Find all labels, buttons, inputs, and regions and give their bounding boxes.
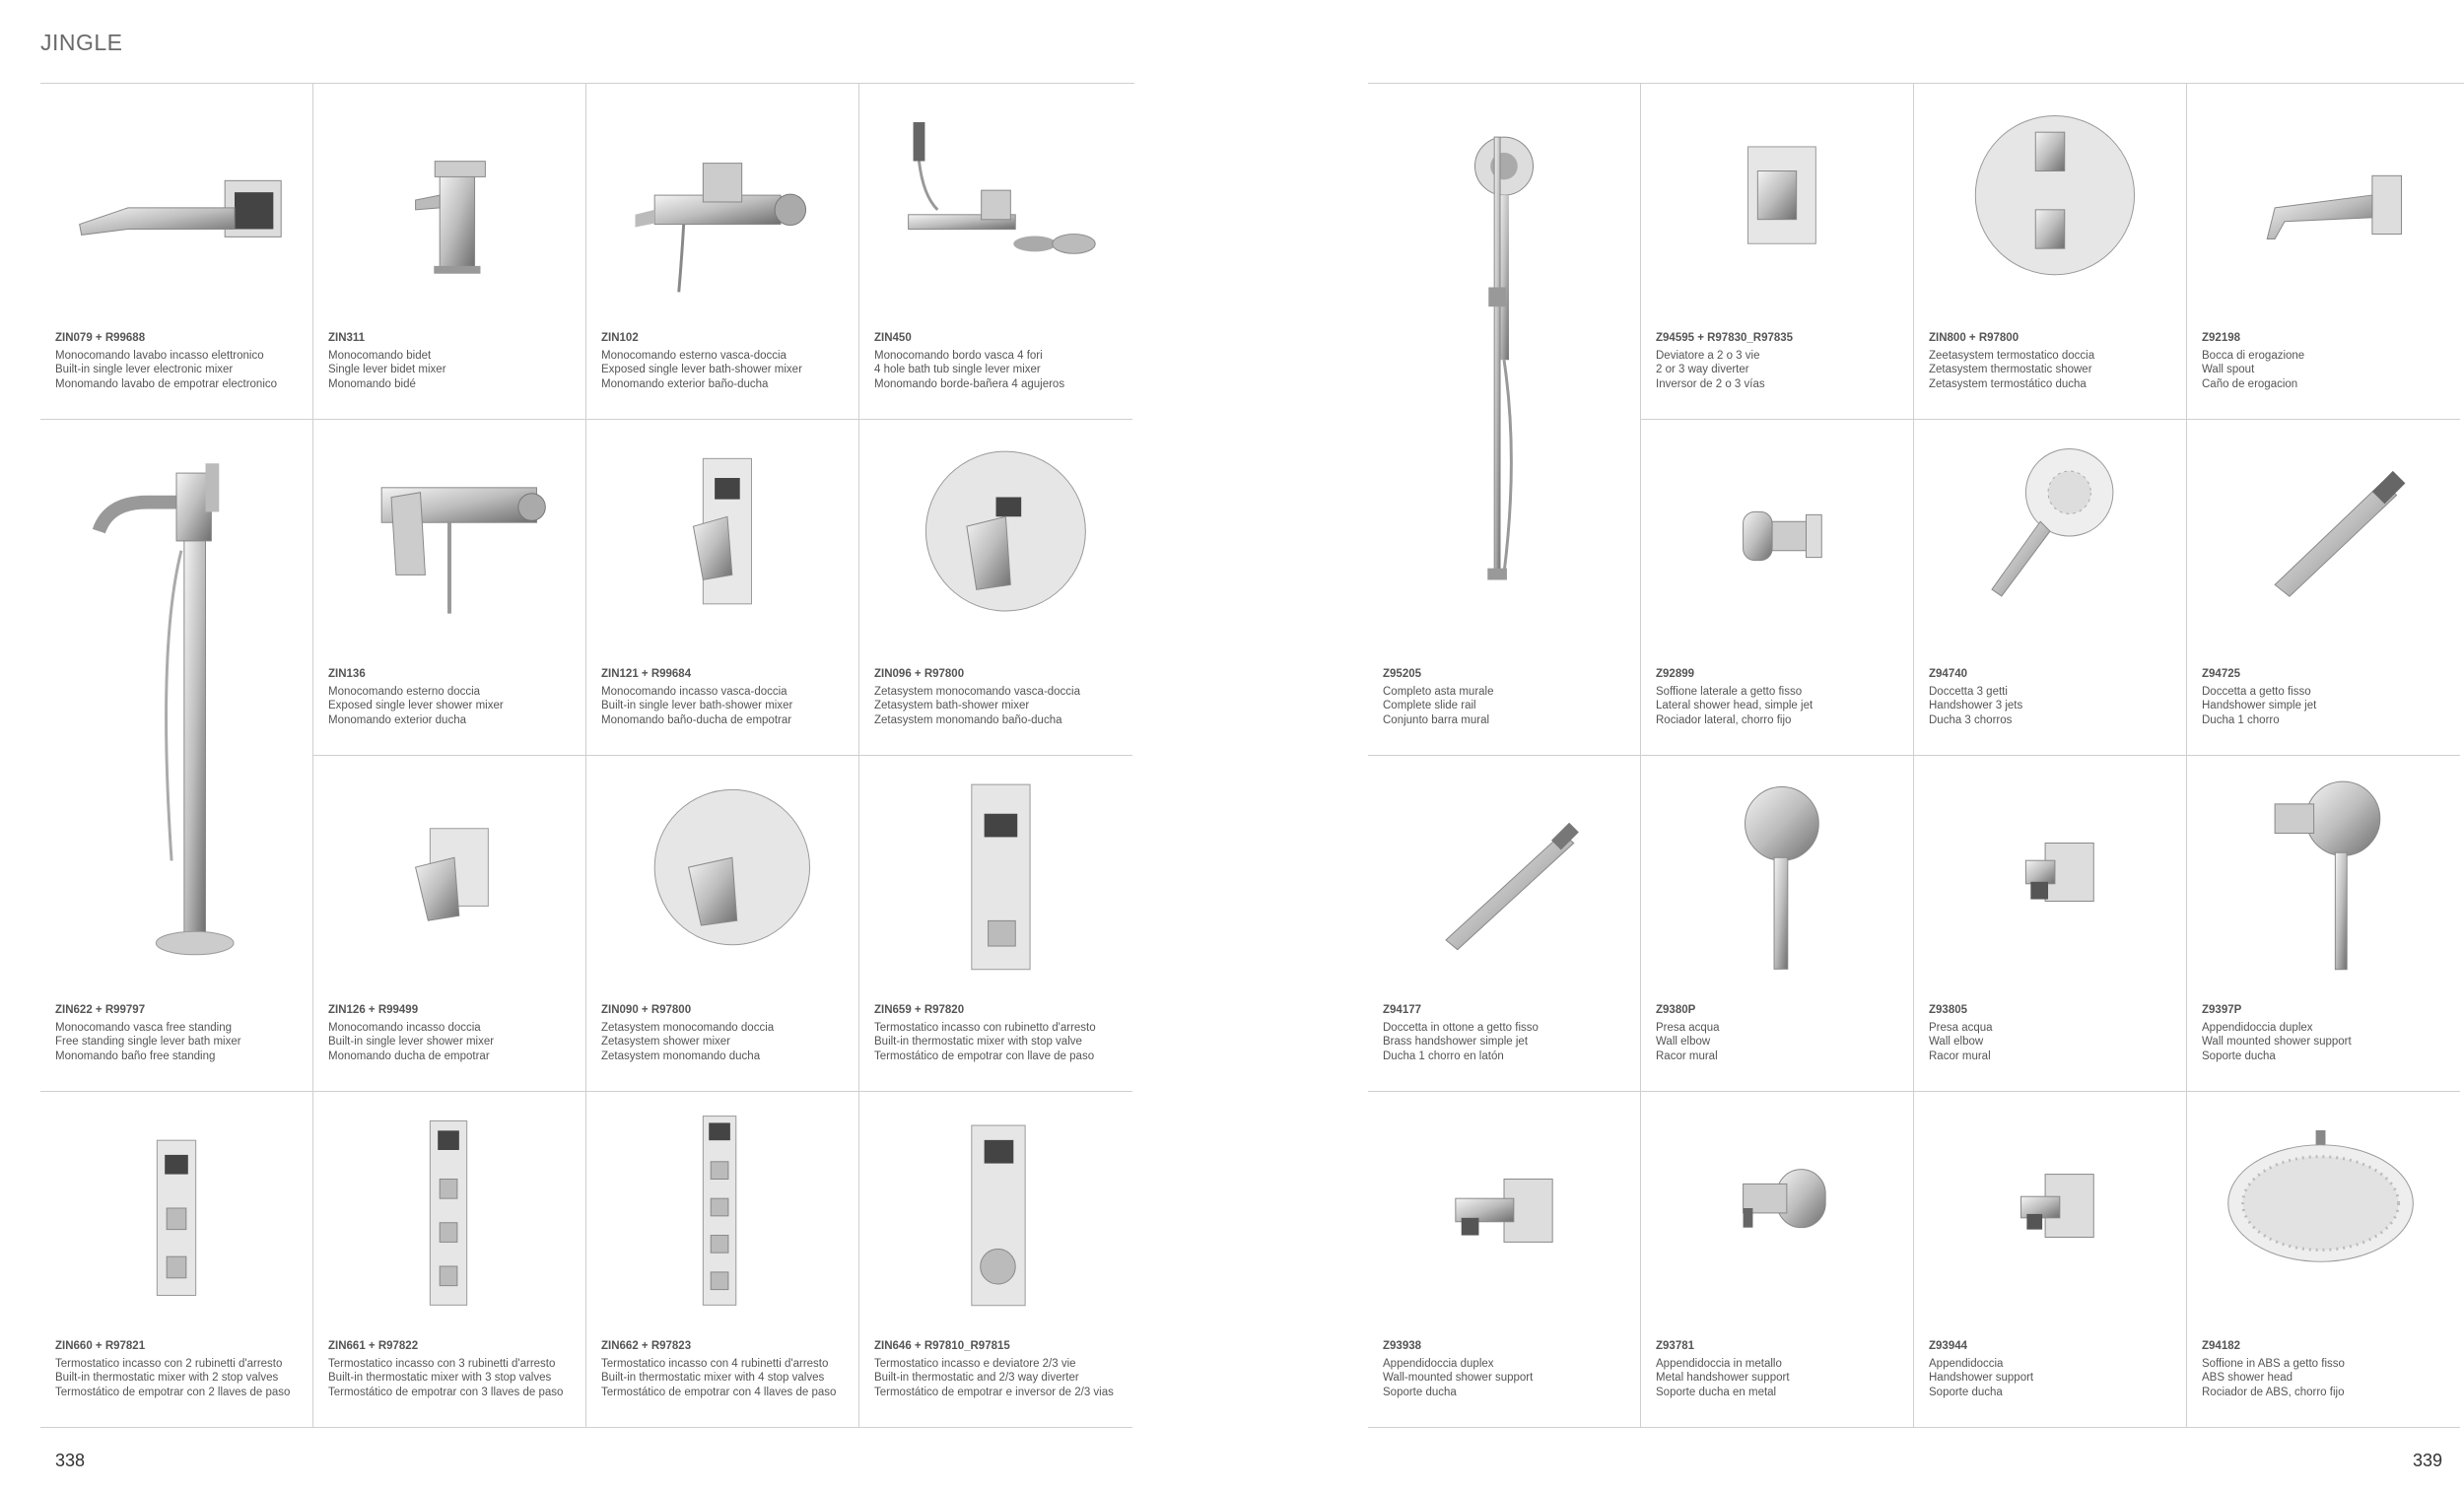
desc-es: Racor mural <box>1929 1049 1991 1062</box>
product-code: ZIN800 + R97800 <box>1929 332 2019 344</box>
product-code: Z94182 <box>2202 1340 2241 1352</box>
product-card[interactable] <box>859 420 1132 756</box>
desc-es: Monomando lavabo de empotrar electronico <box>55 377 278 390</box>
desc-it: Monocomando vasca free standing <box>55 1021 232 1034</box>
product-card[interactable] <box>1914 84 2187 420</box>
product-card[interactable] <box>313 420 586 756</box>
desc-es: Soporte ducha <box>1383 1386 1457 1398</box>
round-plate-shower-mixer-icon <box>606 774 839 971</box>
product-card[interactable] <box>859 1092 1132 1428</box>
desc-it: Termostatico incasso con 2 rubinetti d'arresto <box>55 1357 283 1370</box>
desc-en: Wall spout <box>2202 364 2255 375</box>
product-card[interactable] <box>313 756 586 1092</box>
desc-es: Conjunto barra mural <box>1383 713 1490 726</box>
desc-es: Monomando bidé <box>328 377 416 390</box>
product-code: ZIN136 <box>328 668 366 680</box>
desc-es: Rociador de ABS, chorro fijo <box>2202 1386 2345 1398</box>
desc-it: Monocomando incasso vasca-doccia <box>601 685 787 698</box>
bath-shower-mixer-icon <box>606 102 839 299</box>
desc-it: Zetasystem monocomando vasca-doccia <box>874 685 1081 698</box>
desc-it: Zetasystem monocomando doccia <box>601 1021 775 1034</box>
desc-it: Doccetta in ottone a getto fisso <box>1383 1021 1539 1034</box>
desc-en: Lateral shower head, simple jet <box>1656 700 1814 711</box>
product-card[interactable] <box>1368 756 1641 1092</box>
product-code: Z93805 <box>1929 1004 1968 1016</box>
product-card[interactable] <box>40 420 313 1092</box>
diverter-square-icon <box>1661 102 1893 299</box>
desc-es: Zetasystem monomando ducha <box>601 1049 761 1062</box>
desc-en: Built-in thermostatic mixer with 4 stop valves <box>601 1372 825 1384</box>
desc-en: Handshower support <box>1929 1372 2034 1384</box>
desc-es: Ducha 3 chorros <box>1929 713 2013 726</box>
desc-es: Ducha 1 chorro <box>2202 713 2280 726</box>
desc-en: Wall-mounted shower support <box>1383 1372 1534 1384</box>
desc-es: Monomando baño-ducha de empotrar <box>601 713 792 726</box>
product-card[interactable] <box>586 84 859 420</box>
freestanding-mixer-icon <box>60 449 293 972</box>
product-code: ZIN079 + R99688 <box>55 332 146 344</box>
wall-spout-icon <box>2207 102 2440 299</box>
desc-en: Wall mounted shower support <box>2202 1036 2352 1048</box>
product-card[interactable] <box>1641 756 1914 1092</box>
desc-en: ABS shower head <box>2202 1372 2293 1384</box>
thermostatic-plate-4-valves-icon <box>606 1110 839 1307</box>
product-code: ZIN121 + R99684 <box>601 668 692 680</box>
desc-en: Wall elbow <box>1929 1036 1984 1048</box>
product-card[interactable] <box>40 84 313 420</box>
desc-en: Built-in thermostatic mixer with stop valve <box>874 1036 1082 1048</box>
desc-it: Appendidoccia in metallo <box>1656 1357 1782 1370</box>
desc-it: Deviatore a 2 o 3 vie <box>1656 349 1760 362</box>
duplex-support-square-icon <box>1388 1110 1620 1307</box>
product-card[interactable] <box>1641 84 1914 420</box>
right-product-grid <box>1368 83 2464 1398</box>
product-code: Z94740 <box>1929 668 1968 680</box>
page-number-right: 339 <box>2413 1451 2443 1470</box>
product-code: Z93944 <box>1929 1340 1968 1352</box>
desc-en: Metal handshower support <box>1656 1372 1790 1384</box>
desc-en: Built-in thermostatic mixer with 2 stop valves <box>55 1372 279 1384</box>
product-code: Z9380P <box>1656 1004 1696 1016</box>
desc-es: Rociador lateral, chorro fijo <box>1656 713 1792 726</box>
product-code: Z92899 <box>1656 668 1695 680</box>
deck-bath-set-icon <box>879 102 1113 299</box>
desc-en: 2 or 3 way diverter <box>1656 364 1749 375</box>
product-card[interactable] <box>586 420 859 756</box>
desc-it: Appendidoccia <box>1929 1357 2004 1370</box>
desc-en: Zetasystem thermostatic shower <box>1929 364 2092 375</box>
desc-it: Bocca di erogazione <box>2202 349 2305 362</box>
desc-en: Handshower 3 jets <box>1929 700 2023 711</box>
desc-en: Built-in single lever shower mixer <box>328 1036 495 1048</box>
product-code: Z94725 <box>2202 668 2241 680</box>
desc-es: Racor mural <box>1656 1049 1718 1062</box>
product-card[interactable] <box>1641 420 1914 756</box>
desc-it: Monocomando incasso doccia <box>328 1021 481 1034</box>
brass-handshower-icon <box>1388 774 1620 971</box>
desc-es: Termostático de empotrar con 2 llaves de paso <box>55 1386 291 1398</box>
desc-it: Monocomando bordo vasca 4 fori <box>874 349 1043 362</box>
wall-basin-spout-icon <box>60 102 293 299</box>
product-code: Z93938 <box>1383 1340 1422 1352</box>
product-code: ZIN661 + R97822 <box>328 1340 419 1352</box>
desc-es: Monomando baño free standing <box>55 1049 216 1062</box>
product-code: ZIN102 <box>601 332 639 344</box>
desc-en: Single lever bidet mixer <box>328 364 446 375</box>
desc-en: Built-in thermostatic mixer with 3 stop valves <box>328 1372 552 1384</box>
desc-en: Zetasystem shower mixer <box>601 1036 731 1048</box>
desc-en: Exposed single lever bath-shower mixer <box>601 364 802 375</box>
product-card[interactable] <box>313 1092 586 1428</box>
square-wall-elbow-icon <box>1934 774 2166 971</box>
left-product-grid <box>40 83 1134 1398</box>
desc-en: Built-in thermostatic and 2/3 way diverter <box>874 1372 1079 1384</box>
desc-en: Complete slide rail <box>1383 700 1476 711</box>
desc-it: Monocomando esterno vasca-doccia <box>601 349 787 362</box>
product-code: Z94595 + R97830_R97835 <box>1656 332 1794 344</box>
product-code: Z92198 <box>2202 332 2241 344</box>
page-title: JINGLE <box>40 30 123 55</box>
desc-es: Monomando exterior ducha <box>328 713 466 726</box>
desc-en: Free standing single lever bath mixer <box>55 1036 241 1048</box>
thermostatic-plate-3-valves-icon <box>333 1110 566 1307</box>
product-card[interactable] <box>1368 84 1641 756</box>
thermostatic-diverter-plate-icon <box>879 1110 1113 1307</box>
exposed-shower-mixer-icon <box>333 438 566 635</box>
desc-it: Soffione in ABS a getto fisso <box>2202 1357 2345 1370</box>
desc-en: Brass handshower simple jet <box>1383 1036 1529 1048</box>
page-number-left: 338 <box>55 1451 86 1470</box>
round-wall-elbow-icon <box>1661 774 1893 971</box>
handshower-3-jets-icon <box>1934 438 2166 635</box>
product-card[interactable] <box>1641 1092 1914 1428</box>
product-card[interactable] <box>1914 756 2187 1092</box>
product-code: ZIN662 + R97823 <box>601 1340 692 1352</box>
product-card[interactable] <box>586 756 859 1092</box>
product-card[interactable] <box>1368 1092 1641 1428</box>
round-shower-head-icon <box>2207 1110 2440 1307</box>
product-card[interactable] <box>2187 756 2460 1092</box>
desc-it: Presa acqua <box>1929 1021 1993 1034</box>
product-code: ZIN090 + R97800 <box>601 1004 692 1016</box>
slide-rail-icon <box>1388 113 1620 636</box>
duplex-support-round-icon <box>2207 774 2440 971</box>
product-card[interactable] <box>586 1092 859 1428</box>
desc-es: Monomando borde-bañera 4 agujeros <box>874 377 1065 390</box>
product-code: ZIN646 + R97810_R97815 <box>874 1340 1010 1352</box>
desc-it: Presa acqua <box>1656 1021 1720 1034</box>
desc-es: Termostático de empotrar con 3 llaves de paso <box>328 1386 564 1398</box>
desc-es: Inversor de 2 o 3 vías <box>1656 377 1765 390</box>
product-card[interactable] <box>859 84 1132 420</box>
desc-es: Termostático de empotrar con llave de paso <box>874 1049 1095 1062</box>
product-code: ZIN660 + R97821 <box>55 1340 146 1352</box>
desc-en: Handshower simple jet <box>2202 700 2317 711</box>
metal-support-icon <box>1661 1110 1893 1307</box>
built-in-shower-mixer-icon <box>333 774 566 971</box>
desc-it: Termostatico incasso e deviatore 2/3 vie <box>874 1357 1076 1370</box>
desc-es: Ducha 1 chorro en latón <box>1383 1049 1504 1062</box>
desc-en: 4 hole bath tub single lever mixer <box>874 364 1041 375</box>
product-card[interactable] <box>2187 84 2460 420</box>
product-card[interactable] <box>859 756 1132 1092</box>
thermostatic-plate-1-valve-icon <box>879 774 1113 971</box>
product-card[interactable] <box>313 84 586 420</box>
desc-it: Termostatico incasso con 3 rubinetti d'arresto <box>328 1357 556 1370</box>
product-card[interactable] <box>1914 420 2187 756</box>
desc-it: Monocomando esterno doccia <box>328 685 481 698</box>
product-card[interactable] <box>2187 1092 2460 1428</box>
lateral-shower-head-icon <box>1661 438 1893 635</box>
desc-it: Completo asta murale <box>1383 685 1494 698</box>
desc-en: Built-in single lever bath-shower mixer <box>601 700 793 711</box>
desc-es: Soporte ducha en metal <box>1656 1386 1777 1398</box>
product-card[interactable] <box>2187 420 2460 756</box>
product-card[interactable] <box>40 1092 313 1428</box>
desc-es: Zetasystem termostático ducha <box>1929 377 2087 390</box>
handshower-stick-icon <box>2207 438 2440 635</box>
product-code: ZIN622 + R99797 <box>55 1004 146 1016</box>
desc-it: Monocomando lavabo incasso elettronico <box>55 349 264 362</box>
product-code: Z93781 <box>1656 1340 1695 1352</box>
bidet-mixer-icon <box>333 102 566 299</box>
desc-en: Wall elbow <box>1656 1036 1711 1048</box>
desc-es: Soporte ducha <box>2202 1049 2276 1062</box>
product-code: Z9397P <box>2202 1004 2242 1016</box>
desc-es: Monomando ducha de empotrar <box>328 1049 490 1062</box>
desc-en: Zetasystem bath-shower mixer <box>874 700 1030 711</box>
desc-es: Zetasystem monomando baño-ducha <box>874 713 1062 726</box>
desc-it: Appendidoccia duplex <box>1383 1357 1494 1370</box>
product-code: Z94177 <box>1383 1004 1422 1016</box>
round-thermostatic-icon <box>1934 102 2166 299</box>
desc-it: Soffione laterale a getto fisso <box>1656 685 1803 698</box>
desc-it: Doccetta a getto fisso <box>2202 685 2311 698</box>
desc-es: Termostático de empotrar con 4 llaves de paso <box>601 1386 837 1398</box>
desc-it: Termostatico incasso con rubinetto d'arresto <box>874 1021 1096 1034</box>
built-in-mixer-icon <box>606 438 839 635</box>
desc-en: Exposed single lever shower mixer <box>328 700 504 711</box>
desc-it: Zeetasystem termostatico doccia <box>1929 349 2095 362</box>
desc-it: Termostatico incasso con 4 rubinetti d'arresto <box>601 1357 829 1370</box>
desc-it: Monocomando bidet <box>328 349 432 362</box>
product-code: ZIN311 <box>328 332 366 344</box>
product-code: ZIN096 + R97800 <box>874 668 965 680</box>
desc-es: Caño de erogacion <box>2202 377 2298 390</box>
product-card[interactable] <box>1914 1092 2187 1428</box>
desc-it: Appendidoccia duplex <box>2202 1021 2313 1034</box>
product-code: ZIN450 <box>874 332 912 344</box>
handshower-support-icon <box>1934 1110 2166 1307</box>
desc-es: Monomando exterior baño-ducha <box>601 377 769 390</box>
desc-es: Soporte ducha <box>1929 1386 2003 1398</box>
product-code: ZIN659 + R97820 <box>874 1004 965 1016</box>
round-plate-mixer-icon <box>879 438 1113 635</box>
desc-es: Termostático de empotrar e inversor de 2/3 vias <box>874 1386 1114 1398</box>
desc-en: Built-in single lever electronic mixer <box>55 364 234 375</box>
product-code: Z95205 <box>1383 668 1422 680</box>
desc-it: Doccetta 3 getti <box>1929 685 2008 698</box>
product-code: ZIN126 + R99499 <box>328 1004 419 1016</box>
thermostatic-plate-2-valves-icon <box>60 1110 293 1307</box>
